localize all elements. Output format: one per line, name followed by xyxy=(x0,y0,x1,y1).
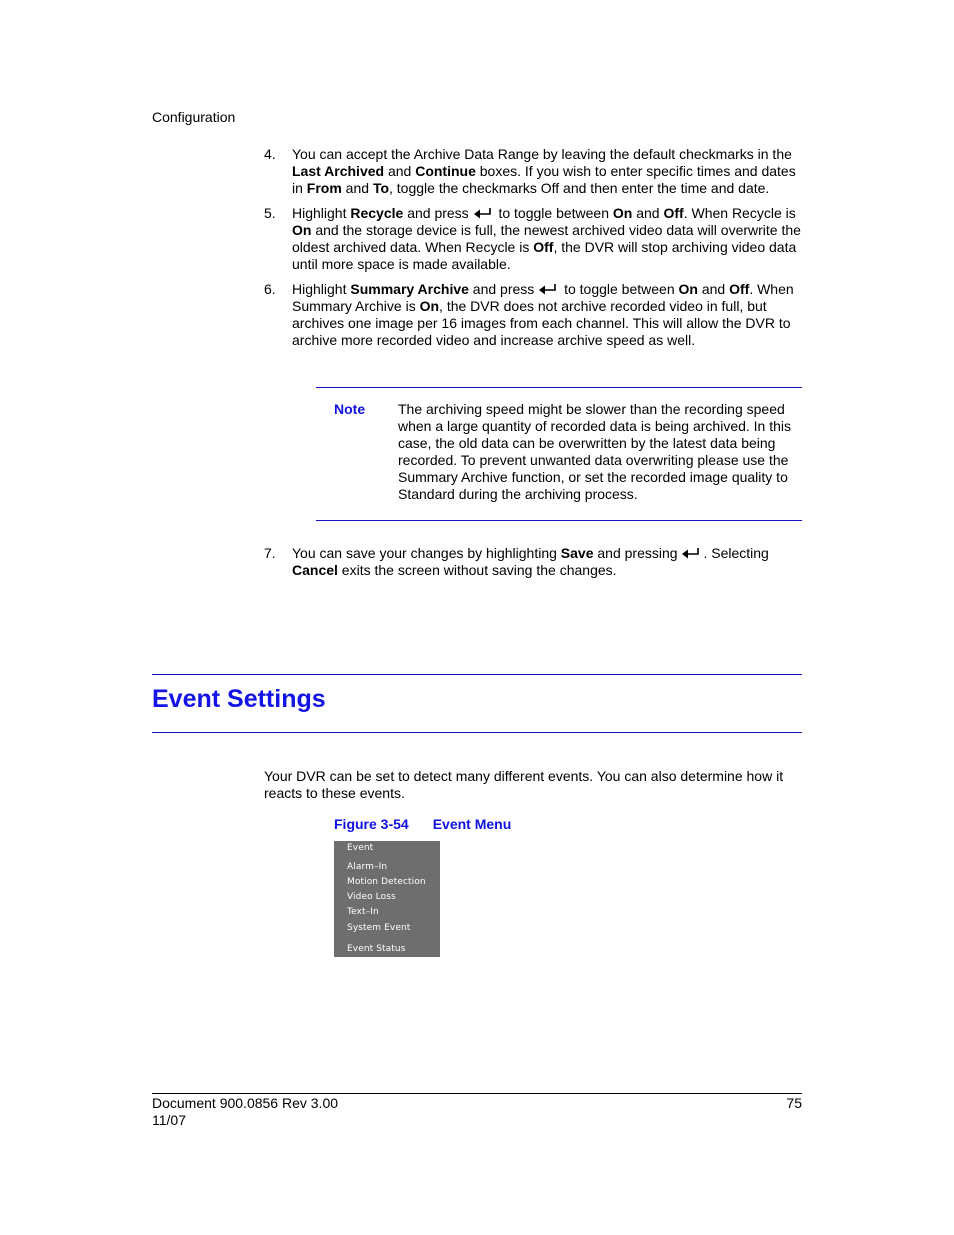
step-text: You can save your changes by highlighting Save and pressing . Selecting Cancel exits the screen without saving the changes. xyxy=(292,545,769,578)
note-bottom-rule xyxy=(316,520,802,521)
step-text: You can accept the Archive Data Range by leaving the default checkmarks in the Last Archived and Continue boxes. If you wish to enter specific times and dates in From and To, toggle the checkmarks Off and then enter the time and date. xyxy=(292,146,796,196)
menu-item-alarm-in: Alarm–In xyxy=(347,862,388,872)
enter-key-icon xyxy=(473,207,495,219)
step-4 xyxy=(264,146,804,197)
step-number: 5. xyxy=(264,205,276,221)
footer-document-info xyxy=(152,1095,338,1129)
note-top-rule xyxy=(316,387,802,388)
menu-title: Event xyxy=(347,843,374,853)
document-number: Document 900.0856 Rev 3.00 xyxy=(152,1095,339,1111)
running-header: Configuration xyxy=(152,109,236,125)
footer-rule xyxy=(152,1093,802,1094)
heading-top-rule xyxy=(152,674,802,675)
step-number: 7. xyxy=(264,545,276,561)
step-6 xyxy=(264,281,804,349)
menu-item-event-status: Event Status xyxy=(347,944,406,954)
step-text: Highlight Recycle and press to toggle between On and Off. When Recycle is On and the storage device is full, the newest archived video data will overwrite the oldest archived data. When Recycle is Off, the DVR will stop archiving video data until more space is made available. xyxy=(292,205,801,272)
figure-caption xyxy=(334,816,511,833)
enter-key-icon xyxy=(681,547,703,559)
enter-key-icon xyxy=(538,283,560,295)
menu-item-text-in: Text–In xyxy=(347,907,379,917)
menu-item-motion-detection: Motion Detection xyxy=(347,877,426,887)
menu-item-video-loss: Video Loss xyxy=(347,892,396,902)
note-text: The archiving speed might be slower than the recording speed when a large quantity of recorded data is being archived. In this case, the old data can be overwritten by the latest data being recorded. To prevent unwanted data overwriting please use the Summary Archive function, or set the recorded image quality to Standard during the archiving process. xyxy=(398,401,792,502)
section-title: Event Settings xyxy=(152,685,326,713)
document-date: 11/07 xyxy=(152,1112,186,1128)
heading-bottom-rule xyxy=(152,732,802,733)
note-label: Note xyxy=(334,401,366,417)
figure-number: Figure 3-54 xyxy=(334,816,409,832)
step-number: 4. xyxy=(264,146,276,162)
step-text: Highlight Summary Archive and press to toggle between On and Off. When Summary Archive is On, the DVR does not archive recorded video in full, but archives one image per 16 images from each channel. This will allow the DVR to archive more recorded video and increase archive speed as well. xyxy=(292,281,794,348)
step-7 xyxy=(264,545,804,579)
section-intro: Your DVR can be set to detect many different events. You can also determine how it reacts to these events. xyxy=(264,768,784,801)
menu-item-system-event: System Event xyxy=(347,923,411,933)
step-number: 6. xyxy=(264,281,276,297)
page-number: 75 xyxy=(786,1095,802,1111)
figure-title: Event Menu xyxy=(432,816,512,832)
step-5 xyxy=(264,205,804,273)
event-menu xyxy=(334,841,440,957)
